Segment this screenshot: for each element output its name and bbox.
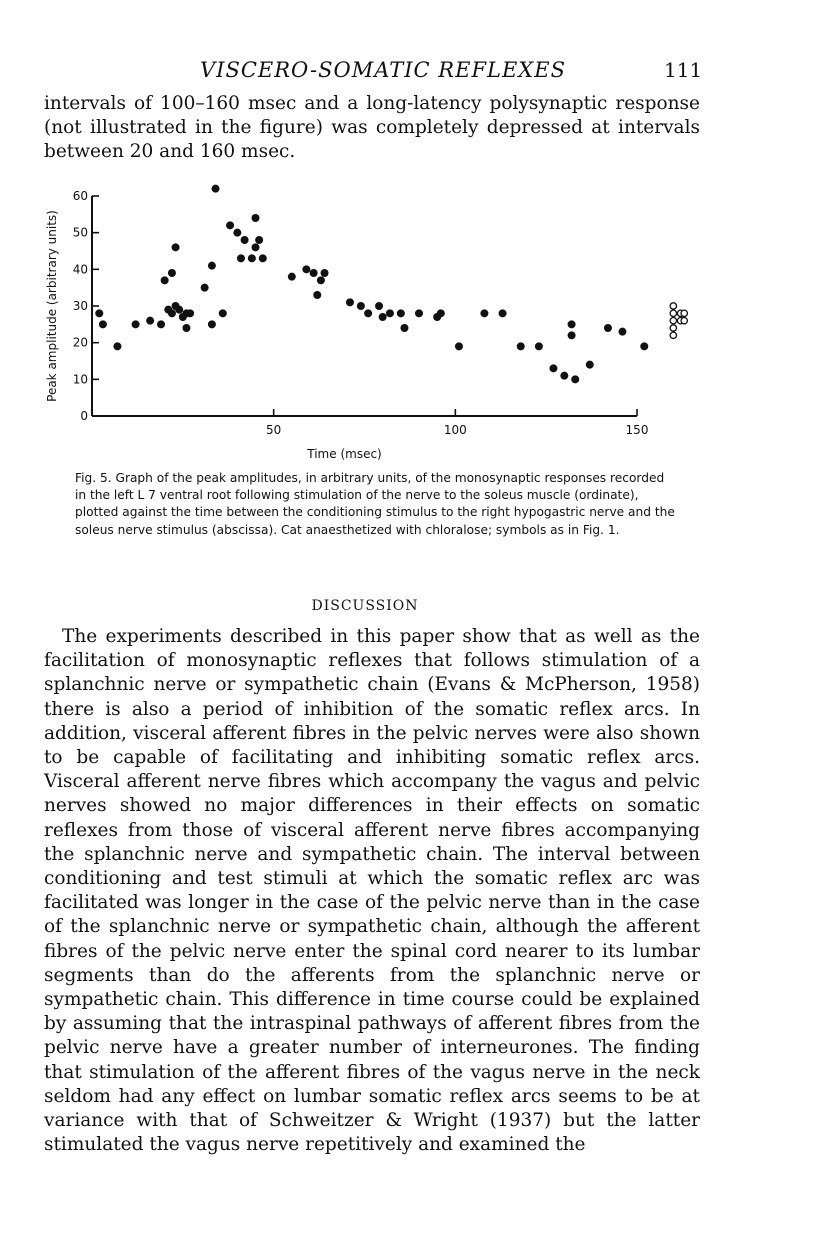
chart-points — [95, 185, 687, 384]
chart-ticks — [73, 189, 649, 437]
data-point — [415, 309, 423, 317]
data-point — [517, 342, 525, 350]
data-point — [302, 265, 310, 273]
data-point — [618, 328, 626, 336]
y-tick-label: 30 — [72, 299, 88, 313]
data-point — [560, 372, 568, 380]
data-point — [175, 306, 183, 314]
data-point — [357, 302, 365, 310]
data-point — [317, 276, 325, 284]
paragraph-top: intervals of 100–160 msec and a long-latency polysynaptic response (not illustrated in the figure) was completely depressed at intervals between 20 and 160 msec. — [44, 93, 700, 163]
data-point — [288, 273, 296, 281]
data-point — [586, 361, 594, 369]
control-point — [670, 303, 676, 309]
data-point — [255, 236, 263, 244]
data-point — [219, 309, 227, 317]
data-point — [208, 320, 216, 328]
data-point — [132, 320, 140, 328]
data-point — [201, 284, 209, 292]
y-tick-label: 10 — [72, 372, 88, 387]
x-tick-label: 150 — [625, 423, 649, 437]
data-point — [186, 309, 194, 317]
data-point — [480, 309, 488, 317]
data-point — [437, 309, 445, 317]
control-point — [670, 317, 676, 323]
data-point — [568, 320, 576, 328]
data-point — [604, 324, 612, 332]
y-tick-label: 20 — [72, 335, 88, 350]
data-point — [212, 185, 220, 193]
data-point — [499, 309, 507, 317]
data-point — [400, 324, 408, 332]
control-point — [670, 332, 676, 338]
data-point — [157, 320, 165, 328]
x-axis-label: Time (msec) — [307, 447, 382, 461]
data-point — [397, 309, 405, 317]
data-point — [346, 298, 354, 306]
control-point — [681, 310, 687, 316]
data-point — [161, 276, 169, 284]
data-point — [99, 320, 107, 328]
data-point — [233, 229, 241, 237]
control-point — [670, 310, 676, 316]
y-tick-label: 60 — [72, 189, 88, 203]
figure-caption: Fig. 5. Graph of the peak amplitudes, in arbitrary units, of the monosynaptic responses recorded in the left L 7 ventral root following stimulation of the nerve to the soleus muscle (ordinate), plotted against the time between the conditioning stimulus to the right hypogastric nerve and the soleus nerve stimulus (abscissa). Cat anaesthetized with chloralose; symbols as in Fig. 1. — [75, 471, 675, 537]
paragraph-discussion: The experiments described in this paper show that as well as the facilitation of monosynaptic reflexes that follows stimulation of a splanchnic nerve or sympathetic chain (Evans & McPherson, 1958) there is also a period of inhibition of the somatic reflex arcs. In addition, visceral afferent fibres in the pelvic nerves were also shown to be capable of facilitating and inhibiting somatic reflex arcs. Visceral afferent nerve fibres which accompany the vagus and pelvic nerves showed no major differences in their effects on somatic reflexes from those of visceral afferent nerve fibres accompanying the splanchnic nerve and sympathetic chain. The interval between conditioning and test stimuli at which the somatic reflex arc was facilitated was longer in the case of the pelvic nerve than in the case of the splanchnic nerve or sympathetic chain, although the afferent fibres of the pelvic nerve enter the spinal cord nearer to its lumbar segments than do the afferents from the splanchnic nerve or sympathetic chain. This difference in time course could be explained by assuming that the intraspinal pathways of afferent fibres from the pelvic nerve have a greater number of interneurones. The finding that stimulation of the afferent fibres of the vagus nerve in the neck seldom had any effect on lumbar somatic reflex arcs seems to be at variance with that of Schweitzer & Wright (1937) but the latter stimulated the vagus nerve repetitively and examined the — [44, 626, 700, 1156]
data-point — [168, 309, 176, 317]
data-point — [237, 254, 245, 262]
data-point — [252, 214, 260, 222]
data-point — [252, 243, 260, 251]
control-point — [670, 325, 676, 331]
section-heading: DISCUSSION — [311, 598, 419, 614]
data-point — [182, 324, 190, 332]
y-tick-label: 50 — [72, 225, 88, 240]
data-point — [146, 317, 154, 325]
data-point — [248, 254, 256, 262]
data-point — [95, 309, 103, 317]
data-point — [455, 342, 463, 350]
data-point — [310, 269, 318, 277]
x-tick-label: 50 — [266, 423, 282, 437]
data-point — [375, 302, 383, 310]
data-point — [172, 243, 180, 251]
data-point — [386, 309, 394, 317]
data-point — [168, 269, 176, 277]
data-point — [640, 342, 648, 350]
x-tick-label: 100 — [443, 423, 467, 437]
page-number: 111 — [664, 58, 703, 82]
data-point — [549, 364, 557, 372]
data-point — [113, 342, 121, 350]
running-title: VISCERO-SOMATIC REFLEXES — [200, 58, 566, 82]
data-point — [241, 236, 249, 244]
data-point — [364, 309, 372, 317]
y-tick-label: 40 — [72, 262, 88, 277]
y-tick-label: 0 — [80, 409, 88, 423]
data-point — [208, 262, 216, 270]
data-point — [259, 254, 267, 262]
control-point — [681, 317, 687, 323]
y-axis-label: Peak amplitude (arbitrary units) — [45, 210, 59, 402]
data-point — [568, 331, 576, 339]
data-point — [379, 313, 387, 321]
scatter-chart — [0, 180, 816, 470]
data-point — [571, 375, 579, 383]
data-point — [226, 221, 234, 229]
data-point — [535, 342, 543, 350]
data-point — [313, 291, 321, 299]
data-point — [321, 269, 329, 277]
